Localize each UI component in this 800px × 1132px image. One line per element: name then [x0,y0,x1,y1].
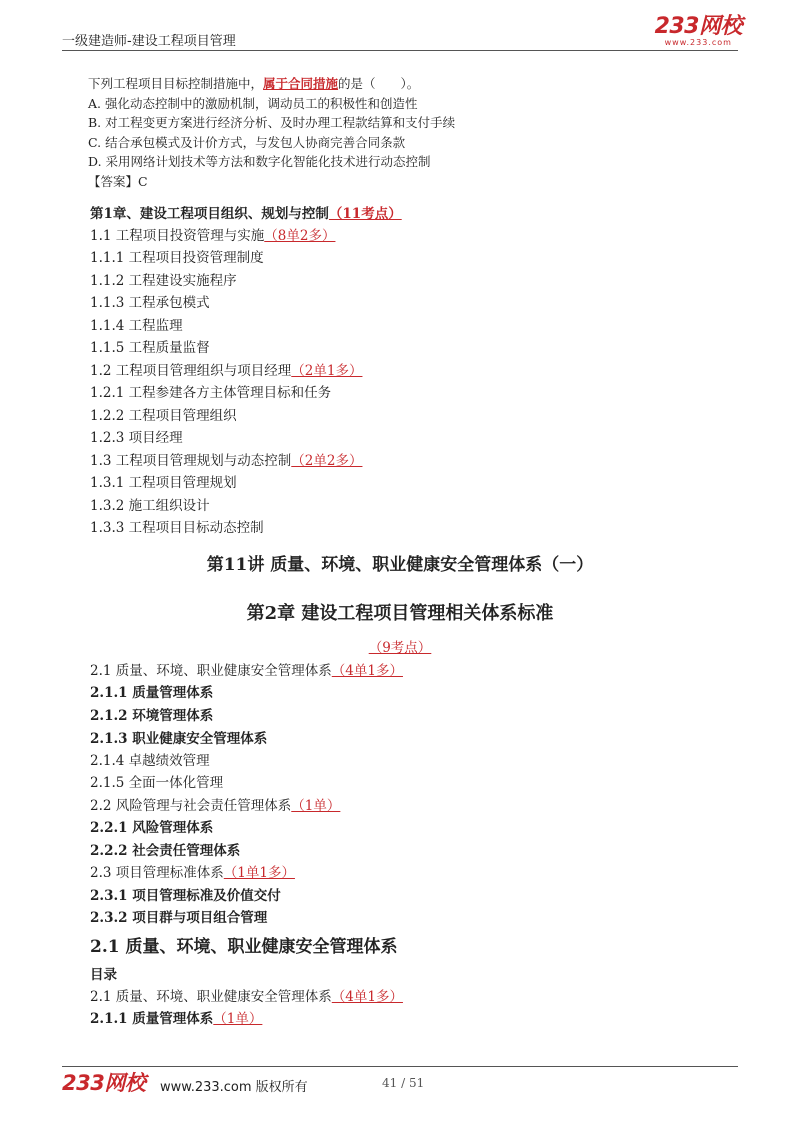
toc-label: 目录 [90,967,117,983]
outline-item-text: 1.3 工程项目管理规划与动态控制 [90,453,292,469]
question-stem-pre: 下列工程项目目标控制措施中， [88,76,264,91]
toc-item-text: 2.1 质量、环境、职业健康安全管理体系 [90,989,332,1005]
outline-item-text: 2.2 风险管理与社会责任管理体系 [90,798,292,814]
footer-copyright: www.233.com 版权所有 [160,1080,308,1095]
option-a: A. 强化动态控制中的激励机制，调动员工的积极性和创造性 [88,95,418,111]
outline-item: 1.3.3 工程项目目标动态控制 [90,520,264,536]
outline-item-tag: （2单1多） [291,363,363,379]
outline-item-tag: （8单2多） [264,228,336,244]
outline-item: 2.2.1 风险管理体系 [90,820,214,836]
option-b: B. 对工程变更方案进行经济分析、及时办理工程款结算和支付手续 [88,115,456,131]
outline-item: 1.1.1 工程项目投资管理制度 [90,250,264,266]
outline-item: 2.1.1 质量管理体系 [90,685,214,701]
outline-item-tag: （4单1多） [331,663,403,679]
outline-item: 1.2.3 项目经理 [90,430,183,446]
toc-item[interactable] [90,985,403,1005]
outline-item: 2.1.5 全面一体化管理 [90,775,224,791]
outline-item [90,659,403,679]
outline-item: 1.1.4 工程监理 [90,318,183,334]
outline-item: 2.2.2 社会责任管理体系 [90,843,241,859]
question-block [88,74,455,192]
brand-logo[interactable] [655,16,742,47]
option-d: D. 采用网络计划技术等方法和数字化智能化技术进行动态控制 [88,154,431,170]
chapter1-title [90,202,402,222]
header-divider [62,50,738,51]
toc-item[interactable] [90,1007,262,1027]
outline-item: 1.1.5 工程质量监督 [90,340,210,356]
outline-item [90,359,362,379]
outline-item-text: 2.1 质量、环境、职业健康安全管理体系 [90,663,332,679]
chapter1-tag: （11考点） [328,206,402,222]
lecture-title: 第11讲 质量、环境、职业健康安全管理体系（一） [206,555,594,575]
outline-item: 1.2.1 工程参建各方主体管理目标和任务 [90,385,332,401]
outline-item [90,794,340,814]
page-number: 41 / 51 [382,1076,425,1090]
question-stem-emphasis: 属于合同措施 [263,76,339,91]
outline-item: 2.1.4 卓越绩效管理 [90,753,210,769]
outline-item-tag: （1单1多） [223,865,295,881]
outline-item-text: 1.2 工程项目管理组织与项目经理 [90,363,292,379]
toc-item-tag: （1单） [213,1011,263,1027]
option-c: C. 结合承包模式及计价方式，与发包人协商完善合同条款 [88,134,406,150]
outline-item: 1.3.1 工程项目管理规划 [90,475,237,491]
question-stem [88,74,455,94]
logo-url: www.233.com [664,38,732,47]
outline-item-text: 1.1 工程项目投资管理与实施 [90,228,265,244]
outline-item: 2.3.2 项目群与项目组合管理 [90,910,268,926]
outline-item: 2.1.2 环境管理体系 [90,708,214,724]
footer-logo[interactable] [62,1072,145,1094]
footer-logo-text: 233网校 [62,1071,146,1095]
outline-item: 2.1.3 职业健康安全管理体系 [90,731,268,747]
outline-item [90,449,362,469]
footer-divider [62,1066,738,1067]
outline-item-tag: （1单） [291,798,341,814]
question-stem-post: 的是（ ）。 [338,76,420,91]
chapter1-title-text: 第1章、建设工程项目组织、规划与控制 [90,206,329,222]
outline-item: 1.2.2 工程项目管理组织 [90,408,237,424]
outline-item: 2.3.1 项目管理标准及价值交付 [90,888,281,904]
answer: 【答案】C [88,173,148,189]
toc-item-text: 2.1.1 质量管理体系 [90,1011,214,1027]
outline-item-text: 2.3 项目管理标准体系 [90,865,224,881]
section-title: 2.1 质量、环境、职业健康安全管理体系 [90,937,398,957]
logo-text: 233网校 [654,14,742,39]
chapter2-title: 第2章 建设工程项目管理相关体系标准 [246,603,554,624]
outline-item: 1.3.2 施工组织设计 [90,498,210,514]
toc-item-tag: （4单1多） [331,989,403,1005]
outline-item [90,224,335,244]
outline-item-tag: （2单2多） [291,453,363,469]
header-title: 一级建造师-建设工程项目管理 [62,34,236,49]
outline-item: 1.1.3 工程承包模式 [90,295,210,311]
outline-item [90,861,295,881]
outline-item: 1.1.2 工程建设实施程序 [90,273,237,289]
chapter2-tag: （9考点） [368,640,432,656]
